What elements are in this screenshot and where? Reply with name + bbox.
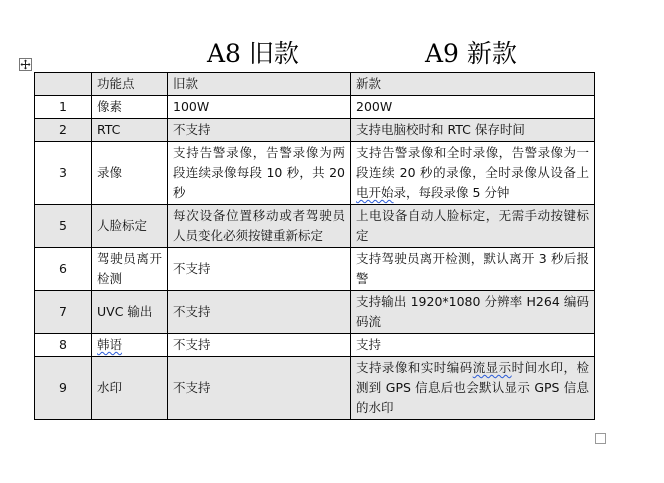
row-number: 2 xyxy=(35,119,92,142)
feature-cell: 驾驶员离开检测 xyxy=(92,248,168,291)
table-header-row xyxy=(35,73,595,96)
cell-text: 支持录像和实时编码 xyxy=(356,360,473,375)
new-model-cell: 200W xyxy=(351,96,595,119)
table-move-handle[interactable] xyxy=(19,58,32,71)
spellcheck-underlined-text: 流显示 xyxy=(472,360,512,375)
old-model-cell: 不支持 xyxy=(168,248,351,291)
feature-cell: 水印 xyxy=(92,357,168,420)
header-cell-new: 新款 xyxy=(351,73,595,96)
old-model-cell: 每次设备位置移动或者驾驶员人员变化必须按键重新标定 xyxy=(168,205,351,248)
new-model-cell xyxy=(351,357,595,420)
feature-cell: 录像 xyxy=(92,142,168,205)
header-cell-index xyxy=(35,73,92,96)
move-icon xyxy=(20,59,31,70)
table-row xyxy=(35,357,595,420)
row-number: 8 xyxy=(35,334,92,357)
row-number: 7 xyxy=(35,291,92,334)
old-model-cell: 不支持 xyxy=(168,357,351,420)
table-row xyxy=(35,248,595,291)
comparison-table xyxy=(34,72,595,420)
table-row xyxy=(35,96,595,119)
new-model-cell: 支持 xyxy=(351,334,595,357)
feature-cell: UVC 输出 xyxy=(92,291,168,334)
table-row xyxy=(35,119,595,142)
feature-cell: 像素 xyxy=(92,96,168,119)
row-number: 9 xyxy=(35,357,92,420)
new-model-cell: 支持电脑校时和 RTC 保存时间 xyxy=(351,119,595,142)
old-model-cell: 支持告警录像，告警录像为两段连续录像每段 10 秒，共 20 秒 xyxy=(168,142,351,205)
new-model-cell xyxy=(351,142,595,205)
cell-text: 时间水印，检测到 GPS 信息后也会默认显示 GPS 信息的水印 xyxy=(356,360,589,415)
cell-text: 录，每段录像 5 分钟 xyxy=(393,185,510,200)
table-row xyxy=(35,142,595,205)
table-row xyxy=(35,334,595,357)
cell-text: 支持告警录像和全时录像，告警录像为一段连续 20 秒的录像，全时录像从设备上 xyxy=(356,145,589,180)
new-model-cell: 支持输出 1920*1080 分辨率 H264 编码码流 xyxy=(351,291,595,334)
row-number: 6 xyxy=(35,248,92,291)
new-model-cell: 上电设备自动人脸标定，无需手动按键标定 xyxy=(351,205,595,248)
table-row xyxy=(35,291,595,334)
spellcheck-underlined-text: 电开始 xyxy=(356,185,394,200)
feature-cell xyxy=(92,334,168,357)
spellcheck-underlined-text: 韩语 xyxy=(97,337,123,352)
feature-cell: 人脸标定 xyxy=(92,205,168,248)
old-model-cell: 不支持 xyxy=(168,119,351,142)
title-new-model: A9 新款 xyxy=(425,39,517,68)
table-row xyxy=(35,205,595,248)
table-resize-handle[interactable] xyxy=(595,433,606,444)
row-number: 1 xyxy=(35,96,92,119)
old-model-cell: 不支持 xyxy=(168,334,351,357)
feature-cell: RTC xyxy=(92,119,168,142)
row-number: 5 xyxy=(35,205,92,248)
row-number: 3 xyxy=(35,142,92,205)
header-cell-old: 旧款 xyxy=(168,73,351,96)
old-model-cell: 不支持 xyxy=(168,291,351,334)
old-model-cell: 100W xyxy=(168,96,351,119)
new-model-cell: 支持驾驶员离开检测，默认离开 3 秒后报警 xyxy=(351,248,595,291)
title-old-model: A8 旧款 xyxy=(207,39,299,68)
header-cell-feature: 功能点 xyxy=(92,73,168,96)
